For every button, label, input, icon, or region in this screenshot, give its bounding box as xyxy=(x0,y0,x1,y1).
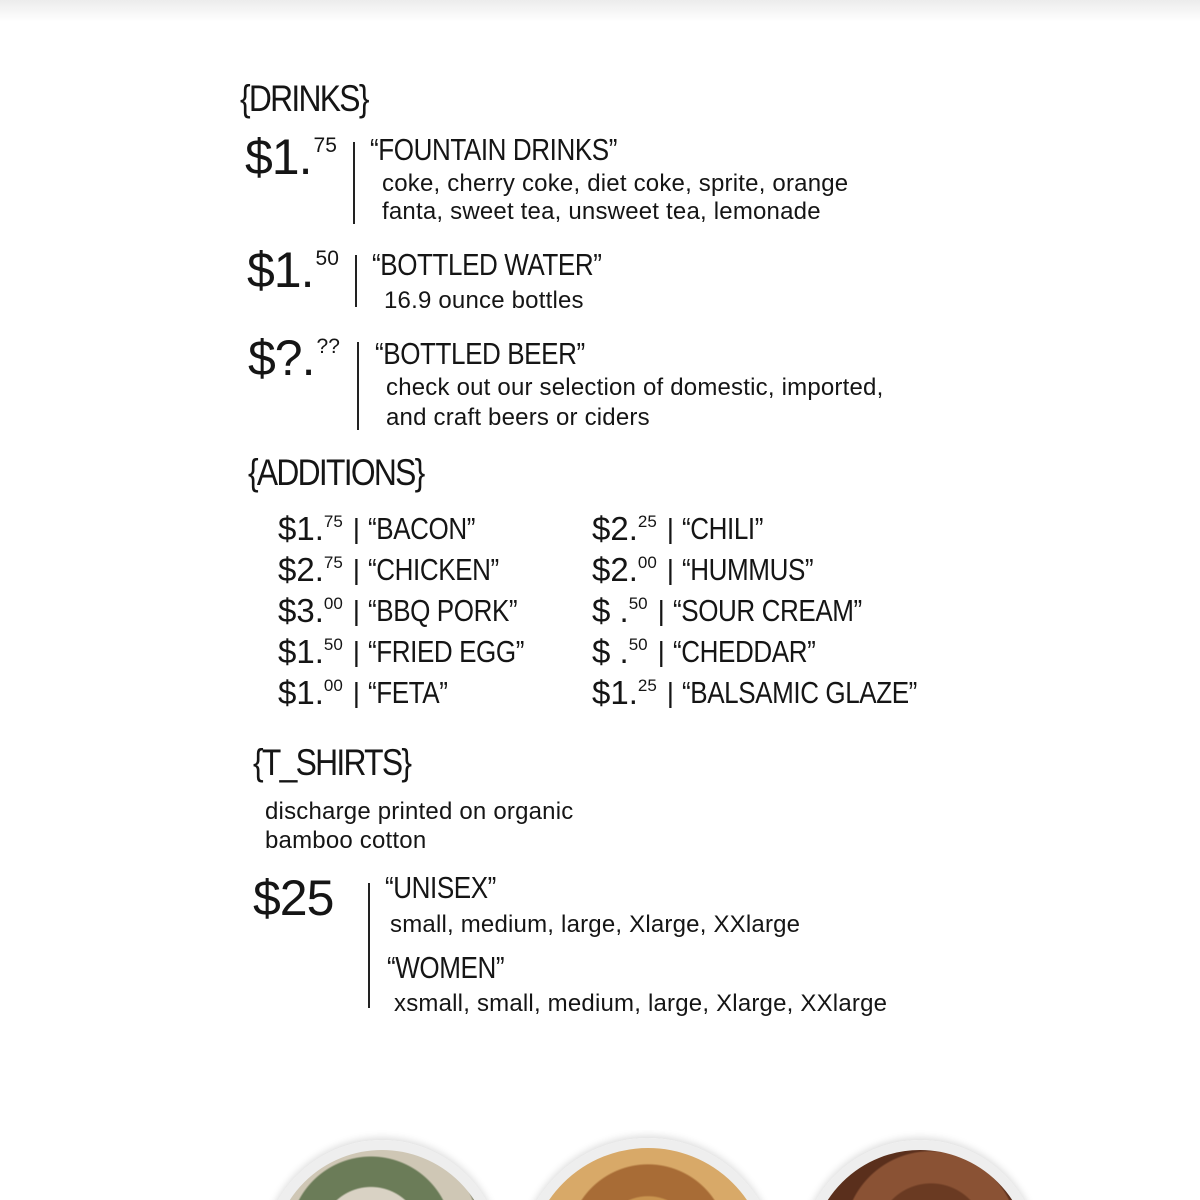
addition-name: “BALSAMIC GLAZE” xyxy=(682,675,918,710)
addition-name: “HUMMUS” xyxy=(682,552,814,587)
addition-name: “FETA” xyxy=(368,675,448,710)
addition-dollars: $2. xyxy=(592,510,638,547)
bottled-beer-desc-line1: check out our selection of domestic, imported, xyxy=(386,374,884,401)
fountain-drinks-price xyxy=(245,129,337,185)
addition-name: “BACON” xyxy=(368,511,476,546)
addition-separator: | xyxy=(352,677,361,708)
addition-cheddar xyxy=(592,633,842,673)
price-divider xyxy=(353,142,355,224)
addition-chili xyxy=(592,510,778,550)
addition-separator: | xyxy=(666,677,675,708)
bottled-beer-price xyxy=(248,330,340,386)
addition-cents: 00 xyxy=(323,676,343,695)
price-dollars: $1. xyxy=(247,242,314,298)
additions-section-title: {ADDITIONS} xyxy=(248,452,424,493)
fountain-drinks-desc-line1: coke, cherry coke, diet coke, sprite, orange xyxy=(382,170,849,197)
addition-cents: 50 xyxy=(628,635,648,654)
bowl-3 xyxy=(800,1140,1040,1200)
price-cents: ?? xyxy=(316,335,340,358)
tshirts-intro-line2: bamboo cotton xyxy=(265,827,427,854)
addition-cents: 50 xyxy=(323,635,343,654)
addition-cents: 50 xyxy=(628,594,648,613)
addition-cents: 25 xyxy=(637,676,657,695)
addition-dollars: $ . xyxy=(592,633,629,670)
price-dollars: $?. xyxy=(248,330,315,386)
food-bowls-photo xyxy=(0,1130,1200,1200)
addition-name: “CHEDDAR” xyxy=(672,634,816,669)
addition-bbq-pork xyxy=(278,592,546,632)
price-dollars: $25 xyxy=(253,870,334,926)
addition-name: “FRIED EGG” xyxy=(368,634,525,669)
addition-hummus xyxy=(592,551,838,591)
addition-cents: 25 xyxy=(637,512,657,531)
bottled-beer-name: “BOTTLED BEER” xyxy=(375,336,585,371)
addition-separator: | xyxy=(657,595,665,626)
bottled-beer-desc-line2: and craft beers or ciders xyxy=(386,404,650,431)
addition-bacon xyxy=(278,510,495,550)
unisex-sizes: small, medium, large, Xlarge, XXlarge xyxy=(390,911,801,938)
addition-feta xyxy=(278,674,463,714)
price-dollars: $1. xyxy=(245,129,312,185)
bowl-2 xyxy=(518,1138,778,1200)
addition-dollars: $1. xyxy=(278,633,324,670)
drinks-section-title: {DRINKS} xyxy=(240,78,368,119)
addition-separator: | xyxy=(657,636,665,667)
bottled-water-desc: 16.9 ounce bottles xyxy=(384,287,584,314)
addition-separator: | xyxy=(352,554,361,585)
bottled-water-price xyxy=(247,242,339,298)
addition-separator: | xyxy=(352,595,361,626)
price-cents: 50 xyxy=(315,247,339,270)
page-top-shadow xyxy=(0,0,1200,22)
addition-dollars: $2. xyxy=(592,551,638,588)
addition-separator: | xyxy=(352,513,361,544)
unisex-name: “UNISEX” xyxy=(385,870,496,905)
tshirts-section-title: {T_SHIRTS} xyxy=(253,742,411,783)
addition-dollars: $2. xyxy=(278,551,324,588)
addition-dollars: $1. xyxy=(592,674,638,711)
addition-dollars: $1. xyxy=(278,674,324,711)
addition-dollars: $ . xyxy=(592,592,629,629)
addition-name: “CHILI” xyxy=(682,511,764,546)
addition-cents: 00 xyxy=(323,594,343,613)
women-name: “WOMEN” xyxy=(387,950,505,985)
addition-cents: 75 xyxy=(323,512,343,531)
addition-name: “CHICKEN” xyxy=(368,552,499,587)
price-cents: 75 xyxy=(313,134,337,157)
addition-cents: 75 xyxy=(323,553,343,572)
bottled-water-name: “BOTTLED WATER” xyxy=(372,247,602,282)
women-sizes: xsmall, small, medium, large, Xlarge, XXlarge xyxy=(394,990,888,1017)
addition-sour-cream xyxy=(592,592,898,632)
fountain-drinks-desc-line2: fanta, sweet tea, unsweet tea, lemonade xyxy=(382,198,821,225)
addition-chicken xyxy=(278,551,524,591)
fountain-drinks-name: “FOUNTAIN DRINKS” xyxy=(370,132,617,167)
addition-fried-egg xyxy=(278,633,554,673)
price-divider xyxy=(355,255,357,307)
addition-separator: | xyxy=(352,636,361,667)
addition-name: “BBQ PORK” xyxy=(368,593,518,628)
addition-dollars: $1. xyxy=(278,510,324,547)
addition-separator: | xyxy=(666,554,675,585)
price-divider xyxy=(357,342,359,430)
addition-name: “SOUR CREAM” xyxy=(672,593,862,628)
addition-cents: 00 xyxy=(637,553,657,572)
bowl-1 xyxy=(262,1140,502,1200)
addition-separator: | xyxy=(666,513,675,544)
tshirts-intro-line1: discharge printed on organic xyxy=(265,798,574,825)
tshirts-price xyxy=(253,870,334,926)
addition-dollars: $3. xyxy=(278,592,324,629)
addition-balsamic-glaze xyxy=(592,674,962,714)
price-divider xyxy=(368,883,370,1008)
